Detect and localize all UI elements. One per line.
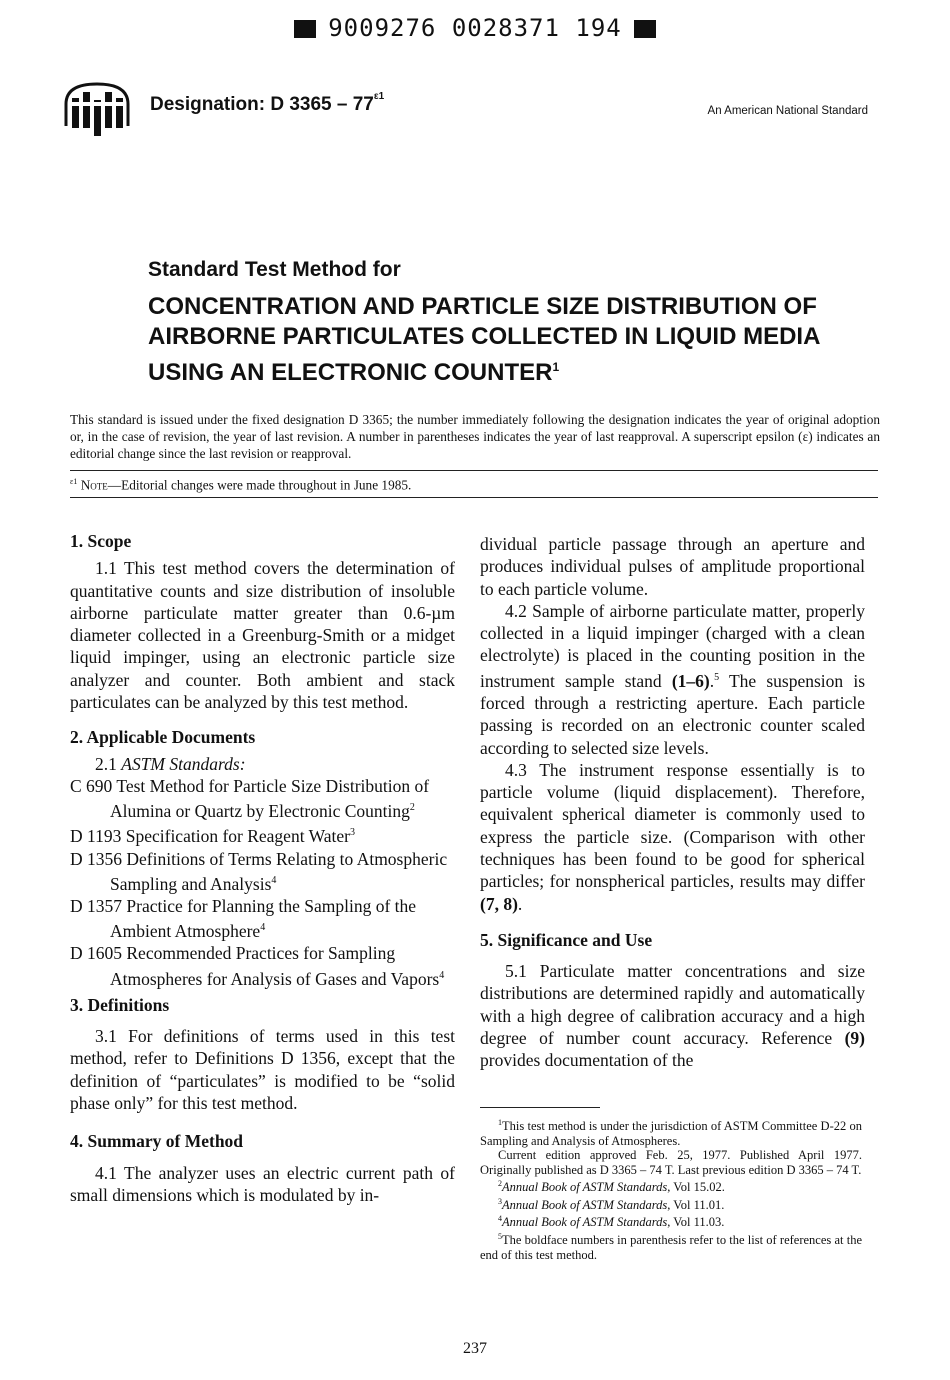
page-title [148, 292, 878, 388]
astm-logo-icon [62, 80, 132, 138]
reference-item: D 1193 Specification for Reagent Water$^3$ [70, 826, 355, 847]
footnote: Current edition approved Feb. 25, 1977. Published April 1977. Originally published as D 3365 – 74 T. Last previous edition D 3365 – 74 T. [480, 1148, 862, 1177]
section-heading: 4. Summary of Method [70, 1131, 244, 1152]
reference-item: D 1357 Practice for Planning the Sampling of the Ambient Atmosphere$^4$ [70, 895, 417, 942]
paragraph: 2.1 ASTM Standards: [95, 753, 246, 774]
issuance-statement: This standard is issued under the fixed designation D 3365; the number immediately following the designation indicates the year of original adoption or, in the case of revision, the year of last revision. A number in parentheses indicates the year of last reapproval. A superscript epsilon (ε) indicates an editorial change since the last revision or reapproval. [70, 412, 880, 461]
footnotes [480, 1116, 862, 1262]
title-line: AIRBORNE PARTICULATES COLLECTED IN LIQUID MEDIA [148, 323, 821, 350]
paragraph: 5.1 Particulate matter concentrations and size distributions are determined rapidly and automatically with a high degree of calibration accuracy and a high degree of number count accuracy. Reference (9) provides documentation of the [480, 961, 865, 1071]
designation: Designation: D $3365 - 77^{\varepsilon 1}$ [150, 91, 385, 115]
right-column [480, 533, 865, 1072]
american-national-standard-label: An American National Standard [707, 105, 868, 117]
page-number: 237 [463, 1340, 487, 1357]
section-heading: 1. Scope [70, 531, 132, 551]
divider [70, 470, 878, 471]
document-code: 9009276 0028371 194 [328, 14, 622, 42]
footnote: $^2$Annual Book of ASTM Standards, Vol 15.02. [498, 1179, 725, 1195]
section-heading: 3. Definitions [70, 994, 170, 1015]
page-subtitle: Standard Test Method for [148, 258, 401, 281]
paragraph: 4.3 The instrument response essentially is to particle volume (liquid displacement). Therefore, equivalent spherical diameter is commonly used to express the particle size. (Comparison with other techniques has been found to be good for spherical particles; for nonspherical particles, results may differ (7, 8). [480, 759, 865, 914]
reference-item: D 1356 Definitions of Terms Relating to Atmospheric Sampling and Analysis$^4$ [70, 848, 448, 894]
reference-item: C 690 Test Method for Particle Size Distribution of Alumina or Quartz by Electronic Counting$^2$ [70, 775, 430, 822]
paragraph: 4.1 The analyzer uses an electric current path of small dimensions which is modulated by in- [70, 1162, 455, 1205]
footnote-divider [480, 1107, 600, 1108]
editorial-note: $^{\varepsilon 1}$ Note—Editorial changes were made throughout in June 1985. [70, 477, 412, 493]
document-code-line [0, 14, 950, 42]
left-column [70, 530, 455, 1206]
reference-item: D 1605 Recommended Practices for Sampling Atmospheres for Analysis of Gases and Vapors$^4$ [70, 943, 445, 989]
footnote: $^1$This test method is under the jurisdiction of ASTM Committee D-22 on Sampling and Analysis of Atmospheres. [480, 1118, 862, 1148]
footnote: $^3$Annual Book of ASTM Standards, Vol 11.01. [498, 1196, 725, 1212]
title-line: CONCENTRATION AND PARTICLE SIZE DISTRIBUTION OF [148, 293, 817, 320]
paragraph: dividual particle passage through an aperture and produces individual pulses of amplitude proportional to each particle volume. [480, 534, 865, 599]
section-heading: 5. Significance and Use [480, 929, 653, 950]
divider [70, 497, 878, 498]
black-marker-left [294, 20, 316, 38]
paragraph: 4.2 Sample of airborne particulate matter, properly collected in a liquid impinger (charged with a clean electrolyte) is placed in the counting position in the instrument sample stand (1–6).$^5$ The suspension is forced through a restricting aperture. Each particle passing is recorded on an electronic counter scaled according to selected size levels. [480, 600, 865, 758]
footnote: $^5$The boldface numbers in parenthesis refer to the list of references at the end of this test method. [480, 1232, 862, 1262]
paragraph: 3.1 For definitions of terms used in this test method, refer to Definitions D 1356, except that the definition of “particulates” is modified to be “solid phase only” for this test method. [70, 1026, 455, 1113]
footnote: $^4$Annual Book of ASTM Standards, Vol 11.03. [498, 1214, 725, 1230]
section-heading: 2. Applicable Documents [70, 727, 256, 748]
title-line: USING AN ELECTRONIC COUNTER$^1$ [148, 359, 560, 386]
black-marker-right [634, 20, 656, 38]
paragraph: 1.1 This test method covers the determination of quantitative counts and size distribution of insoluble airborne particulate matter greater than 0.6-µm diameter collected in a Greenburg-Smith or a midget liquid impinger, using an electronic particle size analyzer and counter. Both ambient and stack particulates can be analyzed by this test method. [70, 558, 455, 713]
